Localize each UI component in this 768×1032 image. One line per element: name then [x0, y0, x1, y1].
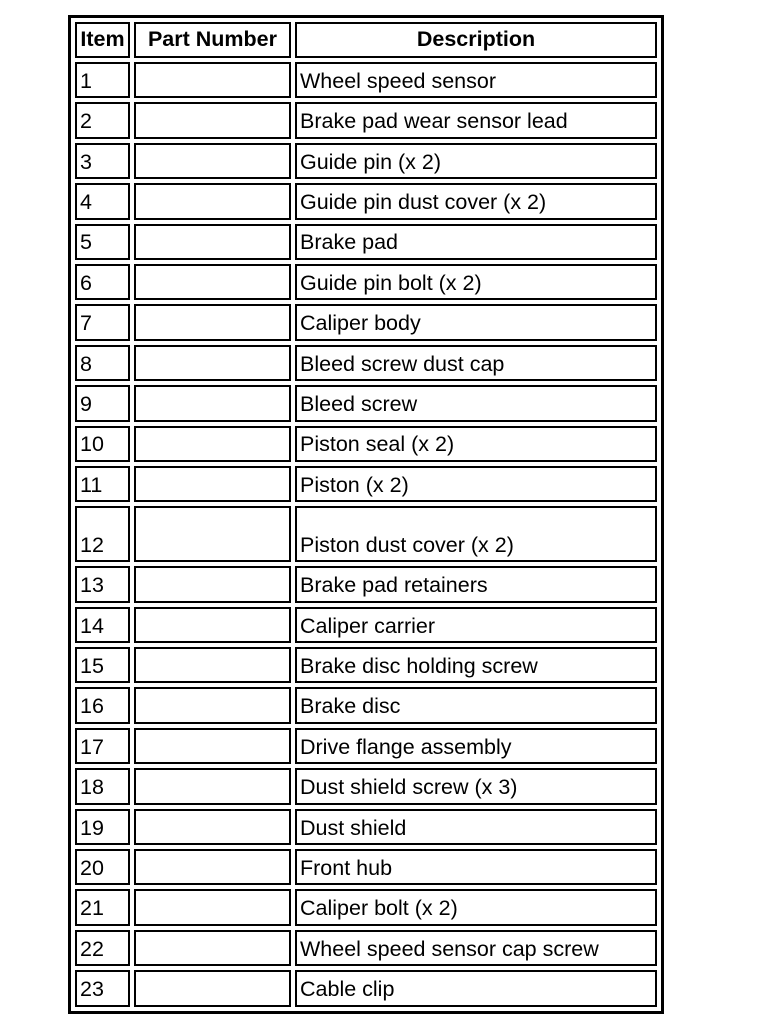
- part-number-cell: [134, 102, 291, 138]
- table-header: [75, 22, 657, 58]
- description-cell: Dust shield: [295, 809, 657, 845]
- description-cell: Wheel speed sensor cap screw: [295, 930, 657, 966]
- item-cell: 21: [75, 889, 130, 925]
- column-header-description: Description: [295, 22, 657, 58]
- item-cell: 14: [75, 607, 130, 643]
- item-cell: 9: [75, 385, 130, 421]
- part-number-cell: [134, 385, 291, 421]
- part-number-cell: [134, 506, 291, 562]
- item-cell: 7: [75, 304, 130, 340]
- item-cell: 3: [75, 143, 130, 179]
- table-row: [75, 426, 657, 462]
- description-cell: Drive flange assembly: [295, 728, 657, 764]
- description-cell: Guide pin bolt (x 2): [295, 264, 657, 300]
- item-cell: 13: [75, 566, 130, 602]
- table-body: [75, 62, 657, 1007]
- part-number-cell: [134, 768, 291, 804]
- item-cell: 20: [75, 849, 130, 885]
- item-cell: 4: [75, 183, 130, 219]
- part-number-cell: [134, 970, 291, 1006]
- table-row: [75, 264, 657, 300]
- table-row: [75, 607, 657, 643]
- description-cell: Caliper body: [295, 304, 657, 340]
- table-row: [75, 768, 657, 804]
- item-cell: 16: [75, 687, 130, 723]
- part-number-cell: [134, 566, 291, 602]
- description-cell: Bleed screw dust cap: [295, 345, 657, 381]
- part-number-cell: [134, 304, 291, 340]
- item-cell: 15: [75, 647, 130, 683]
- part-number-cell: [134, 930, 291, 966]
- item-cell: 11: [75, 466, 130, 502]
- table-row: [75, 183, 657, 219]
- table-row: [75, 728, 657, 764]
- table-row: [75, 224, 657, 260]
- description-cell: Dust shield screw (x 3): [295, 768, 657, 804]
- table-row: [75, 466, 657, 502]
- item-cell: 17: [75, 728, 130, 764]
- item-cell: 5: [75, 224, 130, 260]
- item-cell: 8: [75, 345, 130, 381]
- column-header-part-number: Part Number: [134, 22, 291, 58]
- part-number-cell: [134, 809, 291, 845]
- description-cell: Front hub: [295, 849, 657, 885]
- parts-table: [68, 15, 664, 1014]
- part-number-cell: [134, 264, 291, 300]
- part-number-cell: [134, 62, 291, 98]
- table-row: [75, 566, 657, 602]
- item-cell: 12: [75, 506, 130, 562]
- header-row: [75, 22, 657, 58]
- part-number-cell: [134, 889, 291, 925]
- table-row: [75, 930, 657, 966]
- part-number-cell: [134, 345, 291, 381]
- part-number-cell: [134, 143, 291, 179]
- item-cell: 18: [75, 768, 130, 804]
- description-cell: Piston dust cover (x 2): [295, 506, 657, 562]
- description-cell: Piston seal (x 2): [295, 426, 657, 462]
- part-number-cell: [134, 728, 291, 764]
- item-cell: 23: [75, 970, 130, 1006]
- table-row: [75, 62, 657, 98]
- part-number-cell: [134, 426, 291, 462]
- part-number-cell: [134, 183, 291, 219]
- description-cell: Cable clip: [295, 970, 657, 1006]
- table-row: [75, 345, 657, 381]
- table-row: [75, 647, 657, 683]
- description-cell: Wheel speed sensor: [295, 62, 657, 98]
- description-cell: Caliper bolt (x 2): [295, 889, 657, 925]
- table-row: [75, 889, 657, 925]
- table-row: [75, 506, 657, 562]
- description-cell: Bleed screw: [295, 385, 657, 421]
- part-number-cell: [134, 607, 291, 643]
- part-number-cell: [134, 647, 291, 683]
- part-number-cell: [134, 687, 291, 723]
- table-row: [75, 102, 657, 138]
- column-header-item: Item: [75, 22, 130, 58]
- item-cell: 22: [75, 930, 130, 966]
- table-row: [75, 809, 657, 845]
- description-cell: Brake pad retainers: [295, 566, 657, 602]
- table-row: [75, 143, 657, 179]
- description-cell: Brake disc holding screw: [295, 647, 657, 683]
- description-cell: Piston (x 2): [295, 466, 657, 502]
- table-row: [75, 304, 657, 340]
- part-number-cell: [134, 224, 291, 260]
- item-cell: 2: [75, 102, 130, 138]
- part-number-cell: [134, 466, 291, 502]
- table-row: [75, 385, 657, 421]
- part-number-cell: [134, 849, 291, 885]
- description-cell: Brake pad: [295, 224, 657, 260]
- description-cell: Guide pin dust cover (x 2): [295, 183, 657, 219]
- table-row: [75, 970, 657, 1006]
- description-cell: Guide pin (x 2): [295, 143, 657, 179]
- item-cell: 19: [75, 809, 130, 845]
- item-cell: 1: [75, 62, 130, 98]
- table-row: [75, 687, 657, 723]
- description-cell: Brake pad wear sensor lead: [295, 102, 657, 138]
- description-cell: Caliper carrier: [295, 607, 657, 643]
- item-cell: 10: [75, 426, 130, 462]
- description-cell: Brake disc: [295, 687, 657, 723]
- item-cell: 6: [75, 264, 130, 300]
- table-row: [75, 849, 657, 885]
